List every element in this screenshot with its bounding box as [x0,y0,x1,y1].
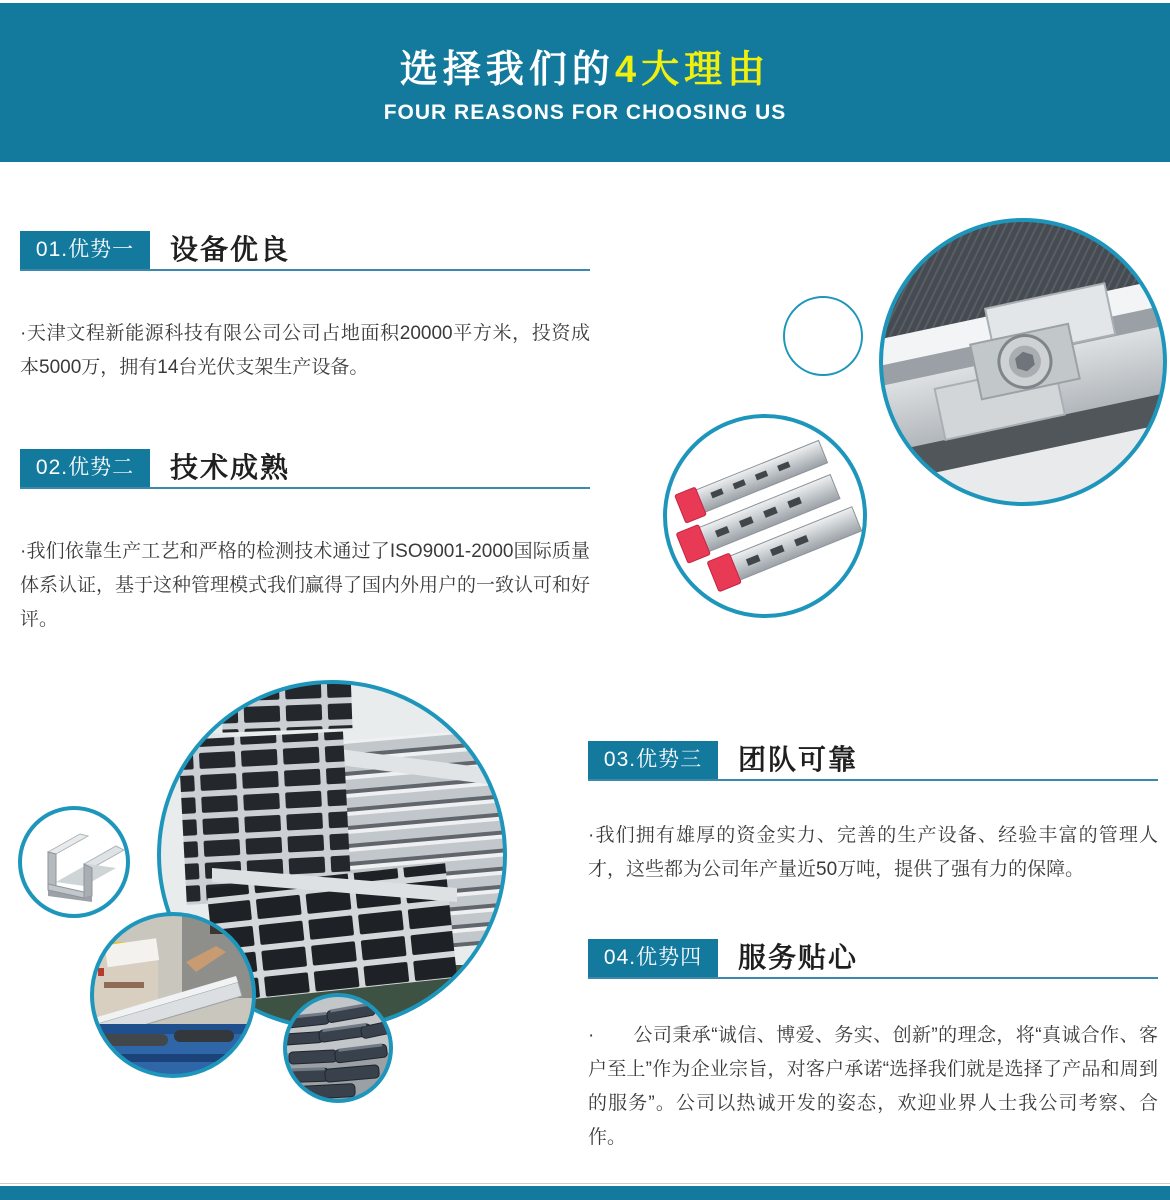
banner-title-main: 选择我们的 [399,49,615,91]
advantage-1-header [20,231,590,271]
c-channel-red-caps-photo [663,414,867,618]
banner-title-highlight: 4大理由 [614,49,771,91]
advantage-section-1 [20,231,590,385]
advantage-1-title: 设备优良 [170,234,291,265]
advantage-4-body: · 公司秉承“诚信、博爱、务实、创新”的理念，将“真诚合作、客户至上”作为企业宗旨，对客户承诺“选择我们就是选择了产品和周到的服务”。公司以热诚开发的姿态，欢迎业界人士我公司考察、合作。 [588,1025,1158,1148]
solar-mount-clamp-photo [879,218,1167,506]
footer-bar [0,1186,1170,1200]
banner [0,3,1170,162]
advantage-4-title: 服务贴心 [738,942,859,973]
footer-divider-line [0,1183,1170,1184]
decor-outline-circle [783,296,863,376]
advantage-2-title: 技术成熟 [170,452,291,483]
advantage-3-title: 团队可靠 [738,744,859,775]
advantage-2-header [20,449,590,489]
advantage-3-header [588,741,1158,781]
u-channel-profile-photo [18,806,130,918]
profile-bundles-photo [283,993,393,1103]
machine-worker-photo [90,912,256,1078]
advantage-2-badge: 02.优势二 [20,449,150,487]
advantage-2-body: ·我们依靠生产工艺和严格的检测技术通过了ISO9001-2000国际质量体系认证，基于这种管理模式我们赢得了国内外用户的一致认可和好评。 [20,541,591,630]
advantage-3-badge: 03.优势三 [588,741,718,779]
banner-title [0,3,1170,91]
advantage-1-badge: 01.优势一 [20,231,150,269]
advantage-section-4 [588,939,1158,1155]
advantage-4-header [588,939,1158,979]
banner-subtitle: FOUR REASONS FOR CHOOSING US [383,101,787,124]
advantage-4-badge: 04.优势四 [588,939,718,977]
advantage-3-body: ·我们拥有雄厚的资金实力、完善的生产设备、经验丰富的管理人才，这些都为公司年产量近50万吨，提供了强有力的保障。 [588,825,1158,880]
advantage-section-3 [588,741,1158,887]
advantage-section-2 [20,449,590,637]
advantage-1-body: ·天津文程新能源科技有限公司公司占地面积20000平方米，投资成本5000万，拥有14台光伏支架生产设备。 [20,323,590,378]
